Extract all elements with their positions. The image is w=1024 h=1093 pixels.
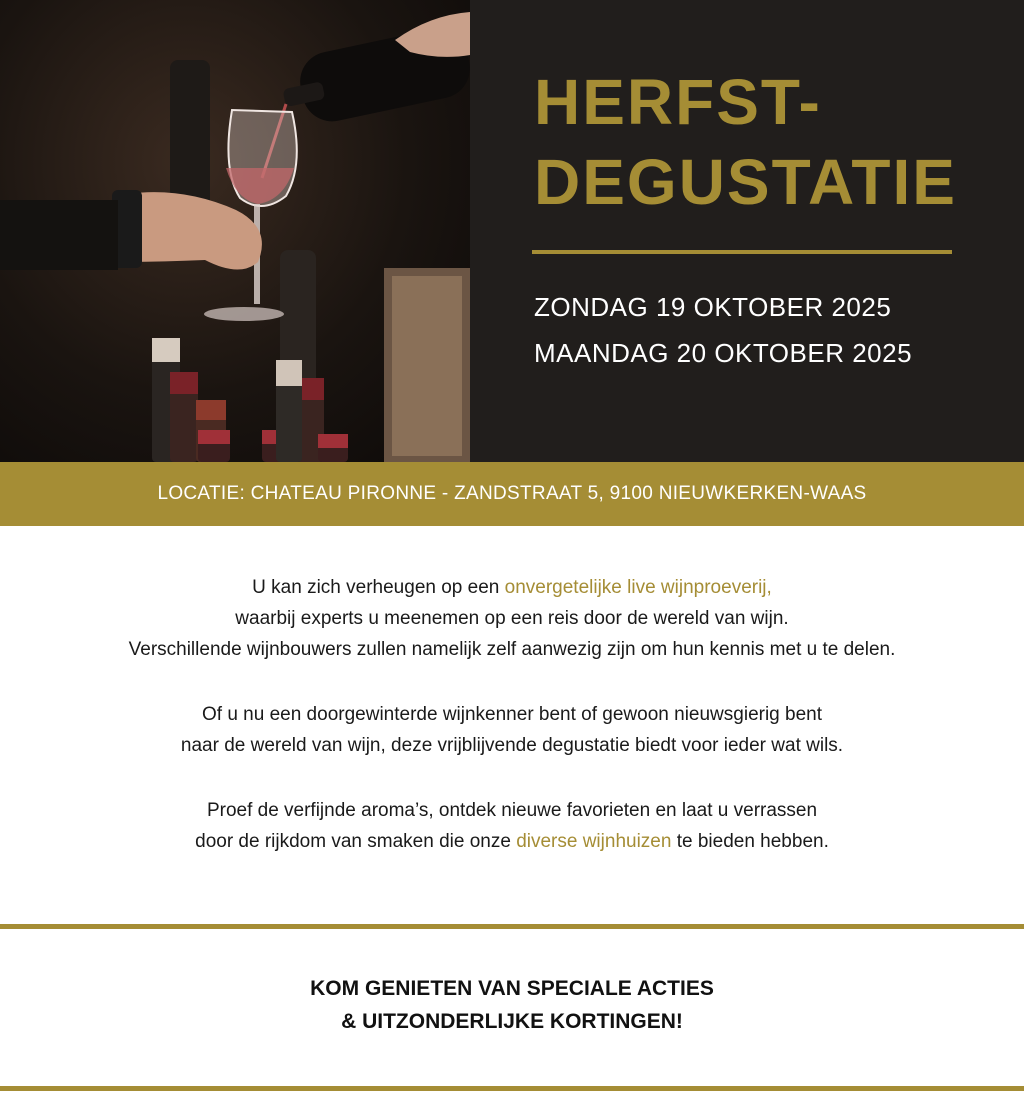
promo-line-2: & UITZONDERLIJKE KORTINGEN! bbox=[341, 1010, 683, 1033]
bottle-row bbox=[152, 338, 348, 462]
intro-text bbox=[0, 572, 1024, 891]
intro-paragraph-1 bbox=[0, 572, 1024, 665]
location-bar bbox=[0, 462, 1024, 526]
wine-illustration bbox=[0, 0, 470, 462]
title-divider bbox=[532, 250, 952, 254]
event-date-2: MAANDAG 20 OKTOBER 2025 bbox=[534, 338, 913, 368]
title-line-1: HERFST- bbox=[534, 66, 822, 138]
intro-paragraph-3 bbox=[0, 795, 1024, 857]
divider-bottom bbox=[0, 1086, 1024, 1091]
location-text: LOCATIE: CHATEAU PIRONNE - ZANDSTRAAT 5, 9100 NIEUWKERKEN-WAAS bbox=[157, 483, 867, 504]
event-date-1: ZONDAG 19 OKTOBER 2025 bbox=[534, 292, 892, 322]
event-title bbox=[534, 62, 957, 222]
intro-text-segment: Verschillende wijnbouwers zullen namelijk zelf aanwezig zijn om hun kennis met u te delen. bbox=[128, 639, 896, 660]
divider-top bbox=[0, 924, 1024, 929]
title-panel bbox=[470, 0, 1024, 462]
intro-text-segment: te bieden hebben. bbox=[671, 831, 829, 852]
intro-text-segment: U kan zich verheugen op een bbox=[252, 577, 505, 598]
wooden-crate-panel bbox=[392, 276, 462, 456]
intro-text-segment: waarbij experts u meenemen op een reis door de wereld van wijn. bbox=[235, 608, 789, 629]
intro-paragraph-2 bbox=[0, 699, 1024, 761]
wine-pouring-photo bbox=[0, 0, 470, 462]
intro-text-segment: Of u nu een doorgewinterde wijnkenner bent of gewoon nieuwsgierig bent bbox=[201, 704, 823, 725]
intro-text-segment: Proef de verfijnde aroma’s, ontdek nieuwe favorieten en laat u verrassen bbox=[206, 800, 818, 821]
promo-line-1: KOM GENIETEN VAN SPECIALE ACTIES bbox=[310, 977, 714, 1000]
hero-section bbox=[0, 0, 1024, 462]
event-dates bbox=[534, 284, 912, 376]
intro-text-segment: door de rijkdom van smaken die onze bbox=[195, 831, 517, 852]
highlight-wine-houses: diverse wijnhuizen bbox=[516, 831, 672, 852]
highlight-live-tasting: onvergetelijke live wijnproeverij, bbox=[504, 577, 772, 598]
title-line-2: DEGUSTATIE bbox=[534, 146, 957, 218]
sleeve bbox=[0, 200, 118, 270]
promo-text bbox=[0, 972, 1024, 1038]
intro-text-segment: naar de wereld van wijn, deze vrijblijvende degustatie biedt voor ieder wat wils. bbox=[180, 735, 844, 756]
